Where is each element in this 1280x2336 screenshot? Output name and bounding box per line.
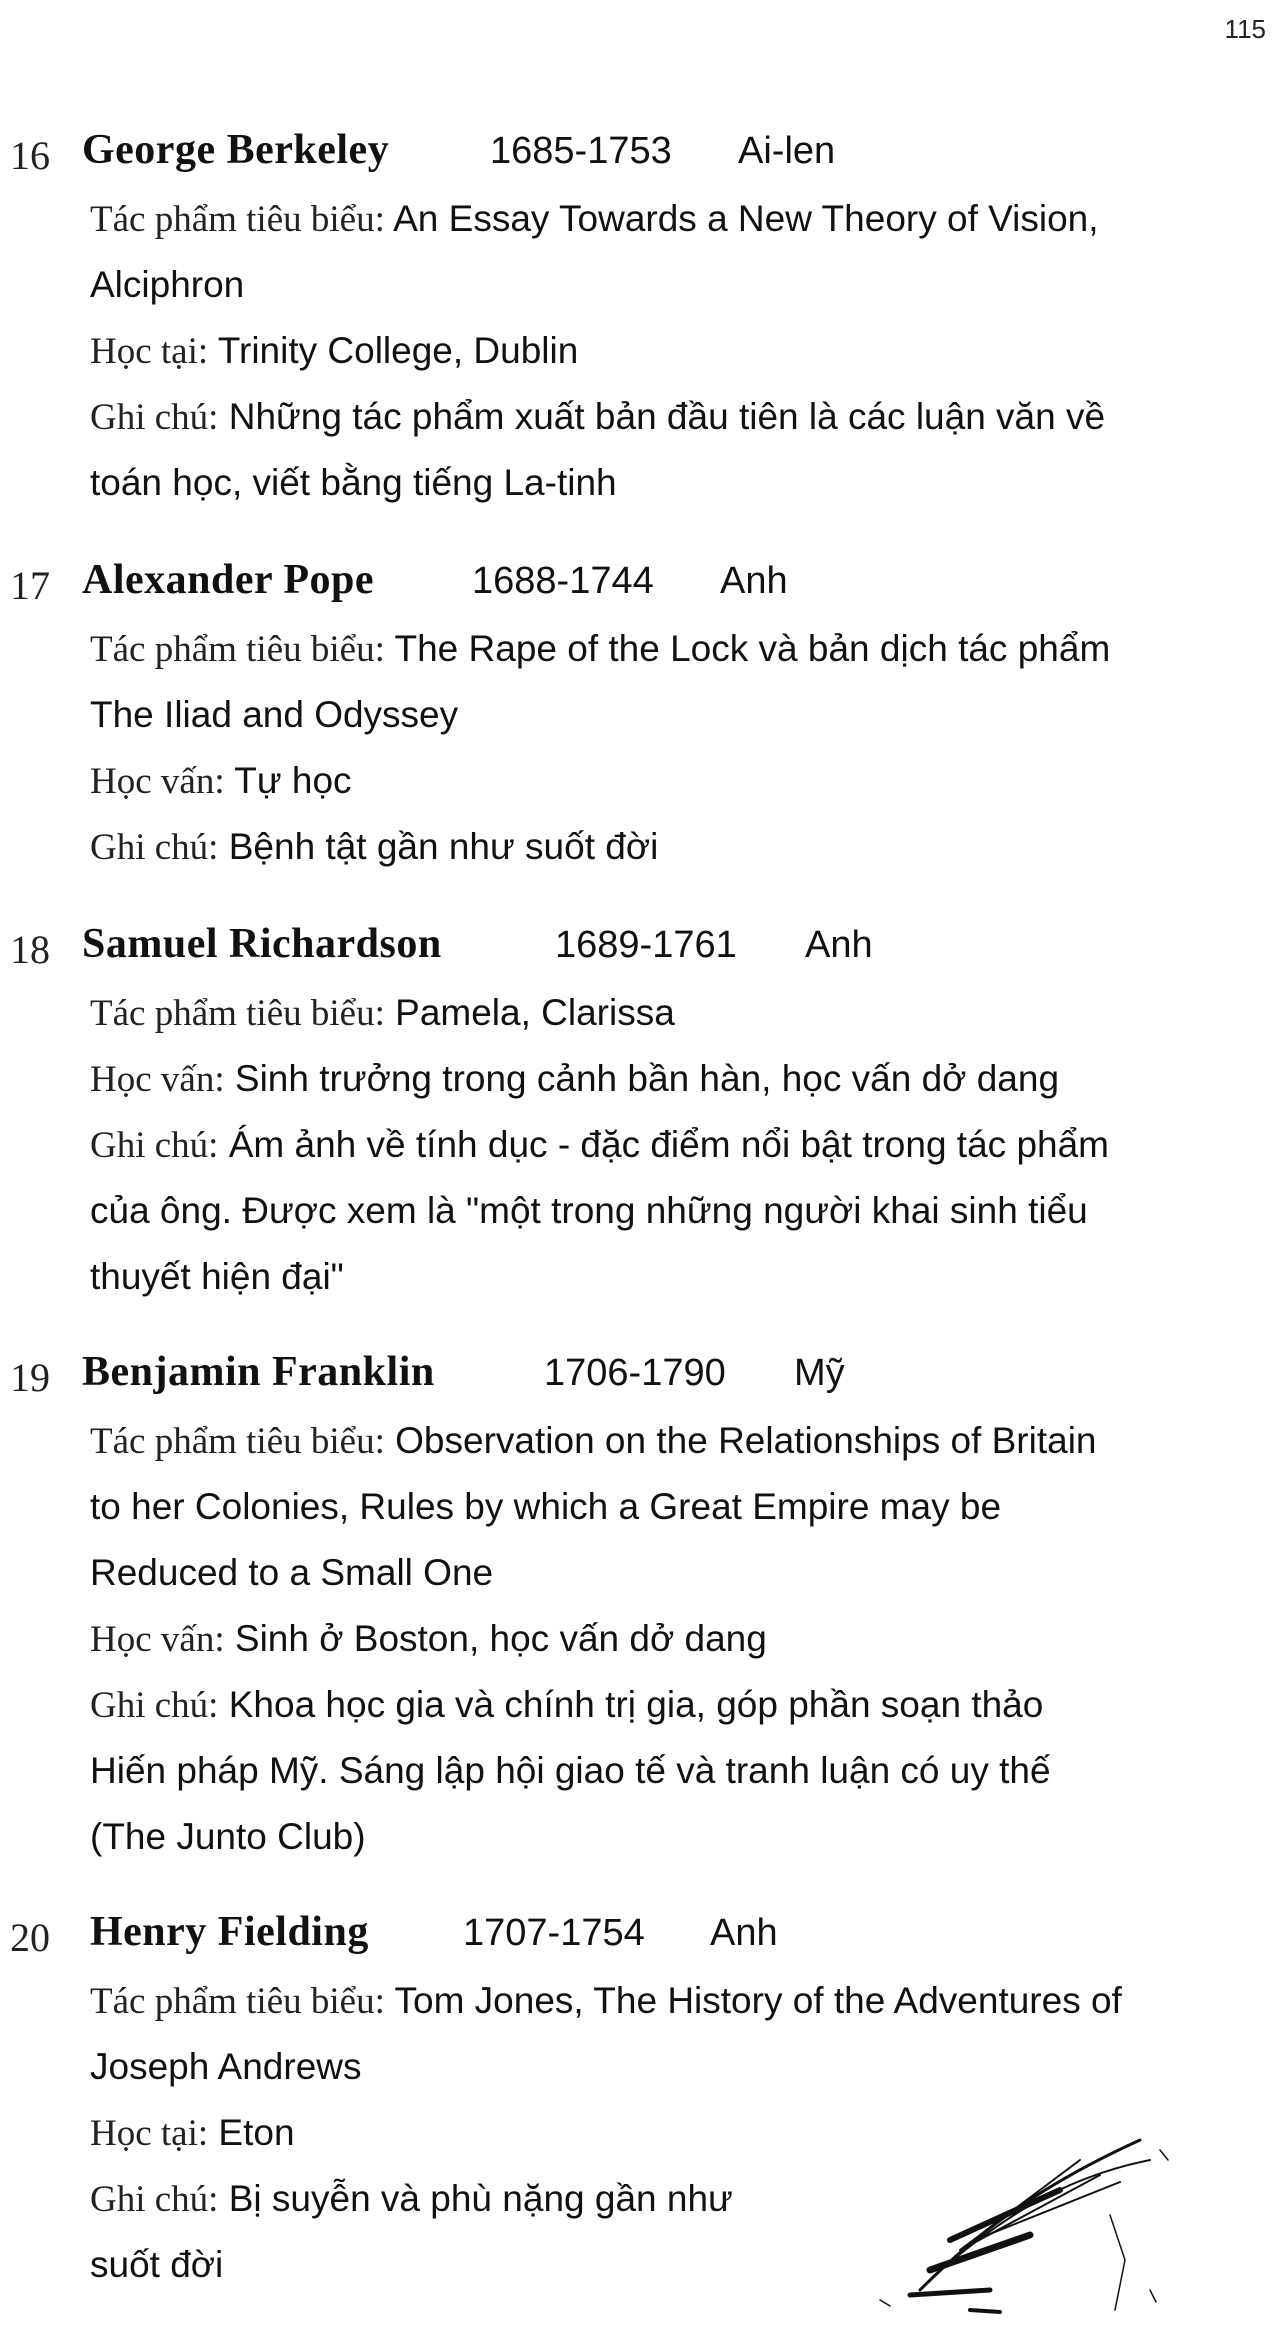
entry-number: 16 bbox=[10, 133, 50, 178]
works-line bbox=[90, 980, 1280, 1046]
author-country: Mỹ bbox=[794, 1352, 845, 1394]
author-name: Samuel Richardson bbox=[82, 921, 442, 967]
works-label: Tác phẩm tiêu biểu: bbox=[90, 1421, 385, 1462]
works-line bbox=[90, 186, 1280, 252]
note-label: Ghi chú: bbox=[90, 397, 219, 438]
note-line bbox=[90, 1672, 1280, 1738]
author-name: George Berkeley bbox=[82, 127, 390, 173]
works-text: The Rape of the Lock và bản dịch tác phẩm bbox=[384, 628, 1111, 669]
works-label: Tác phẩm tiêu biểu: bbox=[90, 993, 385, 1034]
author-country: Ai-len bbox=[738, 130, 836, 172]
note-line: của ông. Được xem là "một trong những người khai sinh tiểu bbox=[90, 1190, 1088, 1231]
author-country: Anh bbox=[805, 924, 873, 966]
works-label: Tác phẩm tiêu biểu: bbox=[90, 629, 385, 670]
note-line: Hiến pháp Mỹ. Sáng lập hội giao tế và tranh luận có uy thế bbox=[90, 1750, 1051, 1791]
works-text: Tom Jones, The History of the Adventures of bbox=[384, 1980, 1122, 2021]
works-line: Joseph Andrews bbox=[90, 2046, 362, 2087]
author-name: Henry Fielding bbox=[90, 1909, 369, 1955]
author-country: Anh bbox=[710, 1912, 778, 1954]
works-text: Observation on the Relationships of Britain bbox=[384, 1420, 1097, 1461]
works-label: Tác phẩm tiêu biểu: bbox=[90, 199, 385, 240]
education-text: Sinh trưởng trong cảnh bần hàn, học vấn dở dang bbox=[224, 1058, 1060, 1099]
note-label: Ghi chú: bbox=[90, 1685, 219, 1726]
education-label: Học vấn: bbox=[90, 1619, 225, 1660]
entry-header bbox=[0, 920, 1280, 980]
note-line bbox=[90, 1112, 1280, 1178]
education-label: Học tại: bbox=[90, 2113, 209, 2154]
author-years: 1689-1761 bbox=[555, 924, 737, 966]
works-text: An Essay Towards a New Theory of Vision, bbox=[384, 198, 1099, 239]
note-text: Bị suyễn và phù nặng gần như bbox=[218, 2178, 733, 2219]
author-name: Benjamin Franklin bbox=[82, 1349, 435, 1395]
entry-header bbox=[0, 556, 1280, 616]
note-label: Ghi chú: bbox=[90, 827, 219, 868]
education-line bbox=[90, 1046, 1280, 1112]
note-text: Những tác phẩm xuất bản đầu tiên là các luận văn về bbox=[218, 396, 1106, 437]
education-text: Tự học bbox=[224, 760, 352, 801]
note-label: Ghi chú: bbox=[90, 2179, 219, 2220]
entry-number: 20 bbox=[10, 1915, 50, 1960]
entry-16 bbox=[0, 126, 1280, 516]
education-label: Học vấn: bbox=[90, 1059, 225, 1100]
entry-header bbox=[0, 1348, 1280, 1408]
entry-number: 19 bbox=[10, 1355, 50, 1400]
works-line: Alciphron bbox=[90, 264, 245, 305]
page-number: 115 bbox=[1224, 14, 1266, 44]
note-line: (The Junto Club) bbox=[90, 1816, 366, 1857]
author-years: 1688-1744 bbox=[472, 560, 654, 602]
works-line: to her Colonies, Rules by which a Great Empire may be bbox=[90, 1486, 1002, 1527]
note-text: Khoa học gia và chính trị gia, góp phần soạn thảo bbox=[218, 1684, 1044, 1725]
education-text: Sinh ở Boston, học vấn dở dang bbox=[224, 1618, 767, 1659]
note-line: thuyết hiện đại" bbox=[90, 1256, 344, 1297]
note-line: toán học, viết bằng tiếng La-tinh bbox=[90, 462, 617, 503]
education-line bbox=[90, 748, 1280, 814]
education-label: Học tại: bbox=[90, 331, 209, 372]
author-years: 1707-1754 bbox=[463, 1912, 645, 1954]
works-line: Reduced to a Small One bbox=[90, 1552, 494, 1593]
entry-header bbox=[0, 126, 1280, 186]
works-line bbox=[90, 1408, 1280, 1474]
entry-number: 18 bbox=[10, 927, 50, 972]
entry-19 bbox=[0, 1348, 1280, 1870]
works-text: Pamela, Clarissa bbox=[384, 992, 675, 1033]
education-label: Học vấn: bbox=[90, 761, 225, 802]
entry-number: 17 bbox=[10, 563, 50, 608]
works-line bbox=[90, 616, 1280, 682]
education-line bbox=[90, 1606, 1280, 1672]
note-label: Ghi chú: bbox=[90, 1125, 219, 1166]
works-line: The Iliad and Odyssey bbox=[90, 694, 459, 735]
education-text: Trinity College, Dublin bbox=[208, 330, 579, 371]
author-years: 1706-1790 bbox=[544, 1352, 726, 1394]
note-line bbox=[90, 814, 1280, 880]
author-name: Alexander Pope bbox=[82, 557, 375, 603]
education-text: Eton bbox=[208, 2112, 295, 2153]
note-line: suốt đời bbox=[90, 2244, 224, 2285]
note-text: Bệnh tật gần như suốt đời bbox=[218, 826, 659, 867]
note-line bbox=[90, 384, 1280, 450]
quill-illustration bbox=[850, 2120, 1210, 2320]
entry-18 bbox=[0, 920, 1280, 1310]
note-text: Ám ảnh về tính dục - đặc điểm nổi bật trong tác phẩm bbox=[218, 1124, 1110, 1165]
works-line bbox=[90, 1968, 1280, 2034]
education-line bbox=[90, 318, 1280, 384]
entry-17 bbox=[0, 556, 1280, 880]
author-years: 1685-1753 bbox=[490, 130, 672, 172]
works-label: Tác phẩm tiêu biểu: bbox=[90, 1981, 385, 2022]
entry-header bbox=[0, 1908, 1280, 1968]
author-country: Anh bbox=[720, 560, 788, 602]
